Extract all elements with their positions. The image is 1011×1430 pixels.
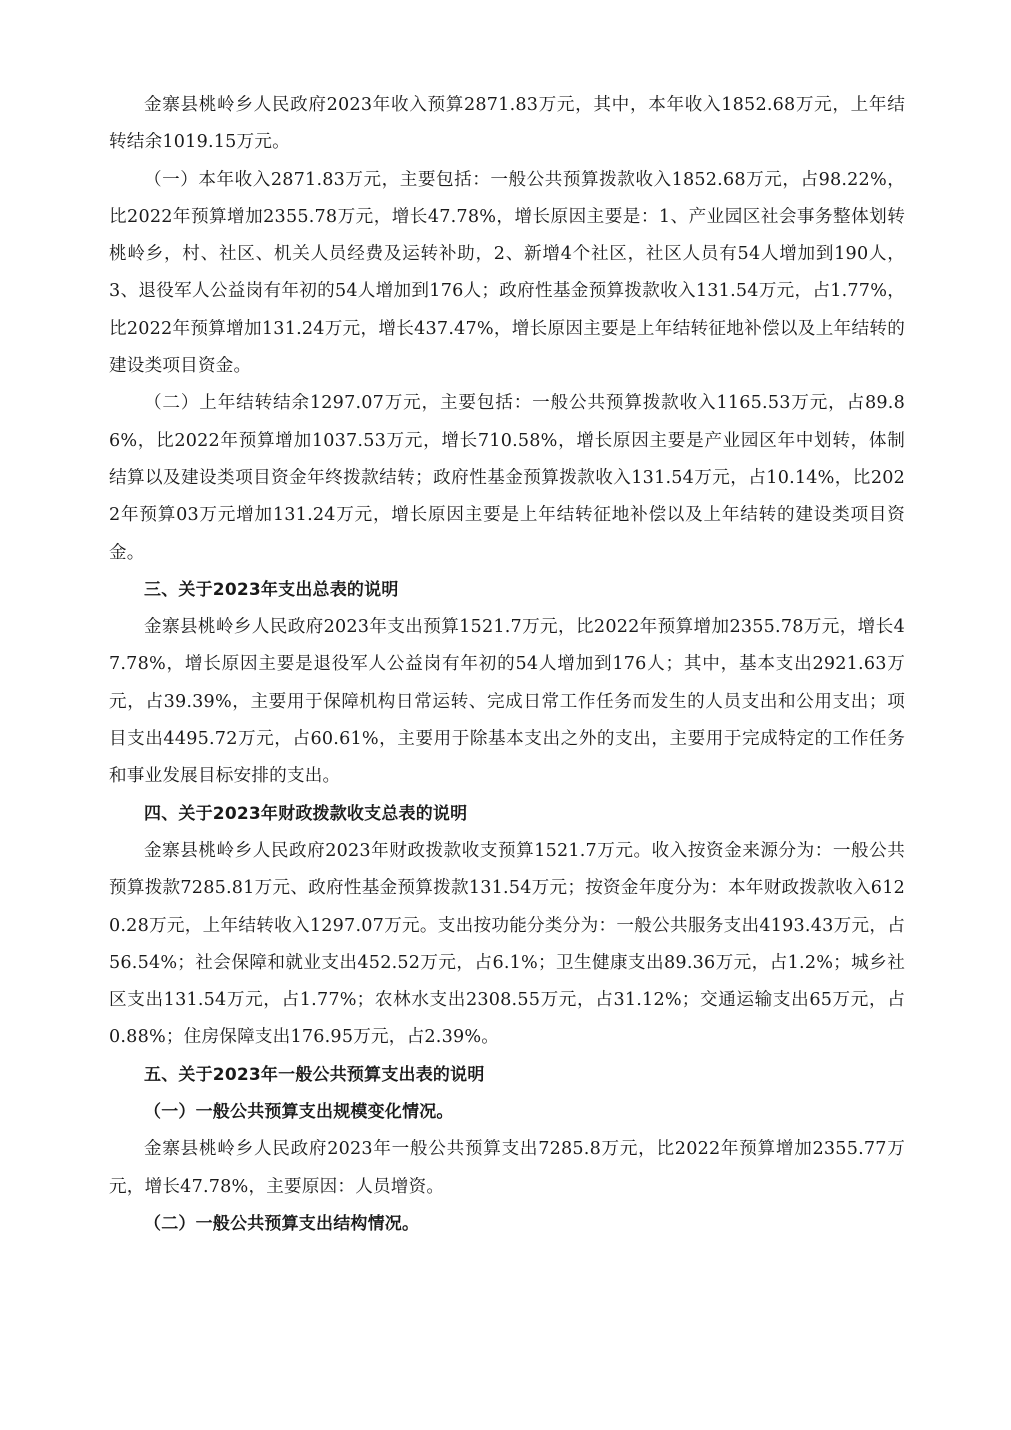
paragraph-fiscal-appropriation: 金寨县桃岭乡人民政府2023年财政拨款收支预算1521.7万元。收入按资金来源分为：一般公共预算拨款7285.81万元、政府性基金预算拨款131.54万元；按资金年度分为：本年财政拨款收入6120.28万元，上年结转收入1297.07万元。支出按功能分类分为：一般公共服务支出4193.43万元，占56.54%；社会保障和就业支出452.52万元，占6.1%；卫生健康支出89.36万元，占1.2%；城乡社区支出131.54万元，占1.77%；农林水支出2308.55万元，占31.12%；交通运输支出65万元，占0.88%；住房保障支出176.95万元，占2.39%。 xyxy=(109,840,905,1048)
paragraph-prior-year-carryover: （二）上年结转结余1297.07万元，主要包括：一般公共预算拨款收入1165.53万元，占89.86%，比2022年预算增加1037.53万元，增长710.58%，增长原因主要是产业园区年中划转，体制结算以及建设类项目资金年终拨款结转；政府性基金预算拨款收入131.54万元，占10.14%，比2022年预算03万元增加131.24万元，增长原因主要是上年结转征地补偿以及上年结转的建设类项目资金。 xyxy=(109,393,905,563)
subheading-expenditure-structure: （二）一般公共预算支出结构情况。 xyxy=(144,1213,420,1234)
subheading-expenditure-scale: （一）一般公共预算支出规模变化情况。 xyxy=(144,1102,454,1123)
section-heading-expenditure-summary: 三、关于2023年支出总表的说明 xyxy=(144,579,399,600)
section-heading-fiscal-appropriation: 四、关于2023年财政拨款收支总表的说明 xyxy=(144,803,468,824)
section-heading-general-budget-expenditure: 五、关于2023年一般公共预算支出表的说明 xyxy=(144,1064,485,1085)
paragraph-expenditure-scale: 金寨县桃岭乡人民政府2023年一般公共预算支出7285.8万元，比2022年预算增加2355.77万元，增长47.78%，主要原因：人员增资。 xyxy=(109,1139,905,1197)
paragraph-income-budget-summary: 金寨县桃岭乡人民政府2023年收入预算2871.83万元，其中，本年收入1852.68万元，上年结转结余1019.15万元。 xyxy=(109,95,905,153)
document-body xyxy=(109,87,905,1243)
paragraph-expenditure-budget: 金寨县桃岭乡人民政府2023年支出预算1521.7万元，比2022年预算增加2355.78万元，增长47.78%，增长原因主要是退役军人公益岗有年初的54人增加到176人；其中，基本支出2921.63万元，占39.39%，主要用于保障机构日常运转、完成日常工作任务而发生的人员支出和公用支出；项目支出4495.72万元，占60.61%，主要用于除基本支出之外的支出，主要用于完成特定的工作任务和事业发展目标安排的支出。 xyxy=(109,617,905,787)
paragraph-current-year-income: （一）本年收入2871.83万元，主要包括：一般公共预算拨款收入1852.68万元，占98.22%，比2022年预算增加2355.78万元，增长47.78%，增长原因主要是：1、产业园区社会事务整体划转桃岭乡，村、社区、机关人员经费及运转补助，2、新增4个社区，社区人员有54人增加到190人，3、退役军人公益岗有年初的54人增加到176人；政府性基金预算拨款收入131.54万元，占1.77%，比2022年预算增加131.24万元，增长437.47%，增长原因主要是上年结转征地补偿以及上年结转的建设类项目资金。 xyxy=(109,169,905,377)
